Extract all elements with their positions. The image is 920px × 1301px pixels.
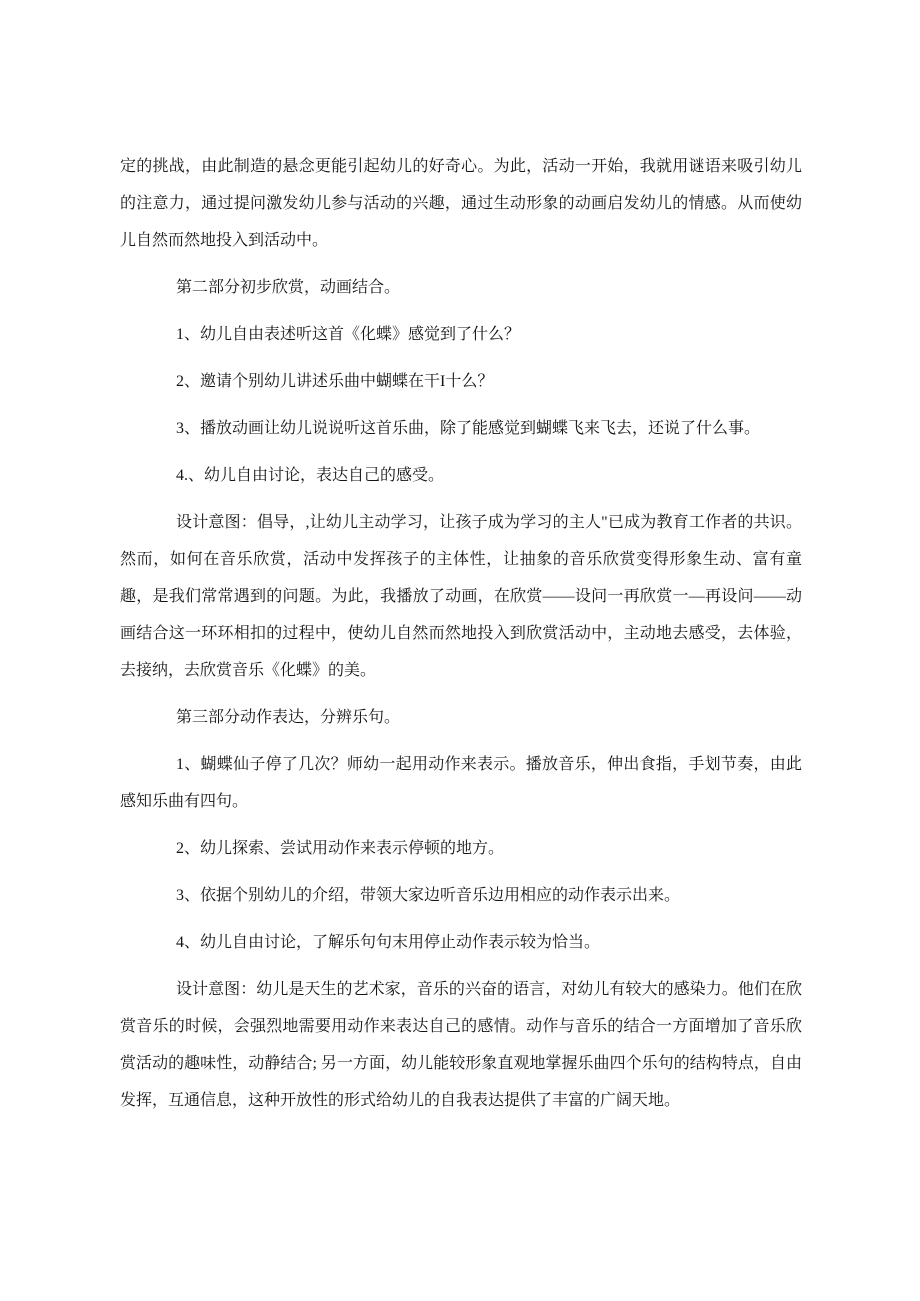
list-item: 1、蝴蝶仙子停了几次？师幼一起用动作来表示。播放音乐，伸出食指，手划节奏，由此感知乐曲有四句。 [120, 756, 802, 810]
section-heading-part3: 第三部分动作表达，分辨乐句。 [176, 709, 401, 726]
list-item: 1、幼儿自由表述听这首《化蝶》感觉到了什么？ [176, 326, 521, 343]
list-item: 2、幼儿探索、尝试用动作来表示停顿的地方。 [176, 840, 505, 857]
list-item: 4、幼儿自由讨论，了解乐句句末用停止动作表示较为恰当。 [176, 934, 601, 951]
design-intent-paragraph: 设计意图：幼儿是天生的艺术家，音乐的兴奋的语言，对幼儿有较大的感染力。他们在欣赏音乐的时候，会强烈地需要用动作来表达自己的感情。动作与音乐的结合一方面增加了音乐欣赏活动的趣味性，动静结合; 另一方面，幼儿能较形象直观地掌握乐曲四个乐句的结构特点，自由发挥，互通信息，这种开放性的形式给幼儿的自我表达提供了丰富的广阔天地。 [120, 981, 802, 1109]
paragraph-continuation: 定的挑战，由此制造的悬念更能引起幼儿的好奇心。为此，活动一开始，我就用谜语来吸引幼儿的注意力，通过提问激发幼儿参与活动的兴趣，通过生动形象的动画启发幼儿的情感。从而使幼儿自然而然地投入到活动中。 [120, 158, 802, 249]
design-intent-paragraph: 设计意图：倡导，,让幼儿主动学习，让孩子成为学习的主人"已成为教育工作者的共识。然而，如何在音乐欣赏，活动中发挥孩子的主体性，让抽象的音乐欣赏变得形象生动、富有童趣，是我们常常遇到的问题。为此，我播放了动画，在欣赏——设问一再欣赏一—再设问——动画结合这一环环相扣的过程中，使幼儿自然而然地投入到欣赏活动中，主动地去感受，去体验，去接纳，去欣赏音乐《化蝶》的美。 [120, 514, 802, 679]
list-item: 3、播放动画让幼儿说说听这首乐曲，除了能感觉到蝴蝶飞来飞去，还说了什么事。 [176, 420, 761, 437]
section-heading-part2: 第二部分初步欣赏，动画结合。 [176, 279, 401, 296]
list-item: 2、邀请个别幼儿讲述乐曲中蝴蝶在干I十么？ [176, 373, 494, 390]
list-item: 3、依据个别幼儿的介绍，带领大家边听音乐边用相应的动作表示出来。 [176, 887, 681, 904]
list-item: 4.、幼儿自由讨论，表达自己的感受。 [176, 467, 445, 484]
